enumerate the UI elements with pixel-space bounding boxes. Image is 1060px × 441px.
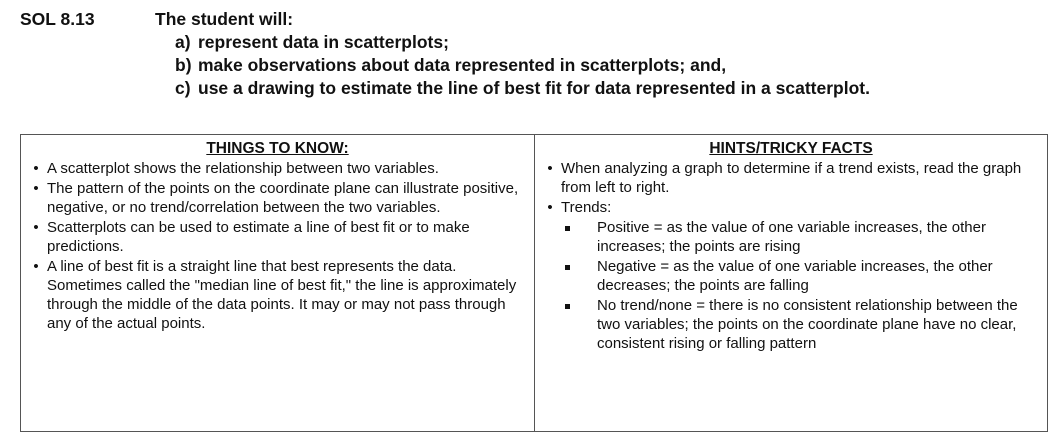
bullet-icon: •	[547, 199, 553, 216]
objective-list	[155, 31, 870, 100]
sub-bullet-text: Negative = as the value of one variable increases, the other decreases; the points are falling	[597, 258, 993, 294]
bullet-icon: •	[547, 160, 553, 177]
objective-letter: c)	[175, 78, 191, 98]
objective-text: make observations about data represented in scatterplots; and,	[198, 55, 727, 75]
square-bullet-icon	[565, 265, 570, 270]
hints-column	[535, 135, 1047, 431]
objective-item	[175, 77, 870, 100]
objective-text: use a drawing to estimate the line of best fit for data represented in a scatterplot.	[198, 78, 870, 98]
sub-bullet-text: No trend/none = there is no consistent relationship between the two variables; the points on the coordinate plane have no clear, consistent rising or falling pattern	[597, 297, 1018, 352]
objective-text: represent data in scatterplots;	[198, 32, 449, 52]
bullet-item	[29, 159, 526, 178]
bullet-text: A line of best fit is a straight line that best represents the data. Sometimes called the "median line of best fit," the line is approximately through the middle of the data points. It may or may not pass through any of the actual points.	[47, 258, 517, 332]
bullet-icon: •	[33, 258, 39, 275]
bullet-text: The pattern of the points on the coordinate plane can illustrate positive, negative, or no trend/correlation between the two variables.	[47, 180, 519, 216]
objective-item	[175, 31, 870, 54]
bullet-icon: •	[33, 219, 39, 236]
objective-item	[175, 54, 870, 77]
bullet-icon: •	[33, 180, 39, 197]
sub-bullet-item	[543, 257, 1039, 295]
sub-bullet-item	[543, 218, 1039, 256]
bullet-item	[29, 257, 526, 333]
square-bullet-icon	[565, 304, 570, 309]
things-to-know-title: THINGS TO KNOW:	[206, 140, 349, 157]
things-to-know-column	[21, 135, 535, 431]
bullet-text: A scatterplot shows the relationship between two variables.	[47, 160, 439, 177]
bullet-item	[543, 198, 1039, 217]
bullet-item	[543, 159, 1039, 197]
bullet-item	[29, 218, 526, 256]
sol-code: SOL 8.13	[20, 9, 95, 29]
intro-text: The student will:	[155, 9, 294, 29]
sub-bullet-item	[543, 296, 1039, 353]
hints-title: HINTS/TRICKY FACTS	[709, 140, 873, 157]
square-bullet-icon	[565, 226, 570, 231]
info-table	[20, 134, 1048, 432]
objective-letter: b)	[175, 55, 192, 75]
bullet-text: Scatterplots can be used to estimate a line of best fit or to make predictions.	[47, 219, 470, 255]
sub-bullet-text: Positive = as the value of one variable increases, the other increases; the points are rising	[597, 219, 986, 255]
bullet-item	[29, 179, 526, 217]
bullet-icon: •	[33, 160, 39, 177]
bullet-text: When analyzing a graph to determine if a trend exists, read the graph from left to right.	[561, 160, 1022, 196]
bullet-text: Trends:	[561, 199, 612, 216]
objective-block	[155, 8, 870, 100]
objective-letter: a)	[175, 32, 191, 52]
